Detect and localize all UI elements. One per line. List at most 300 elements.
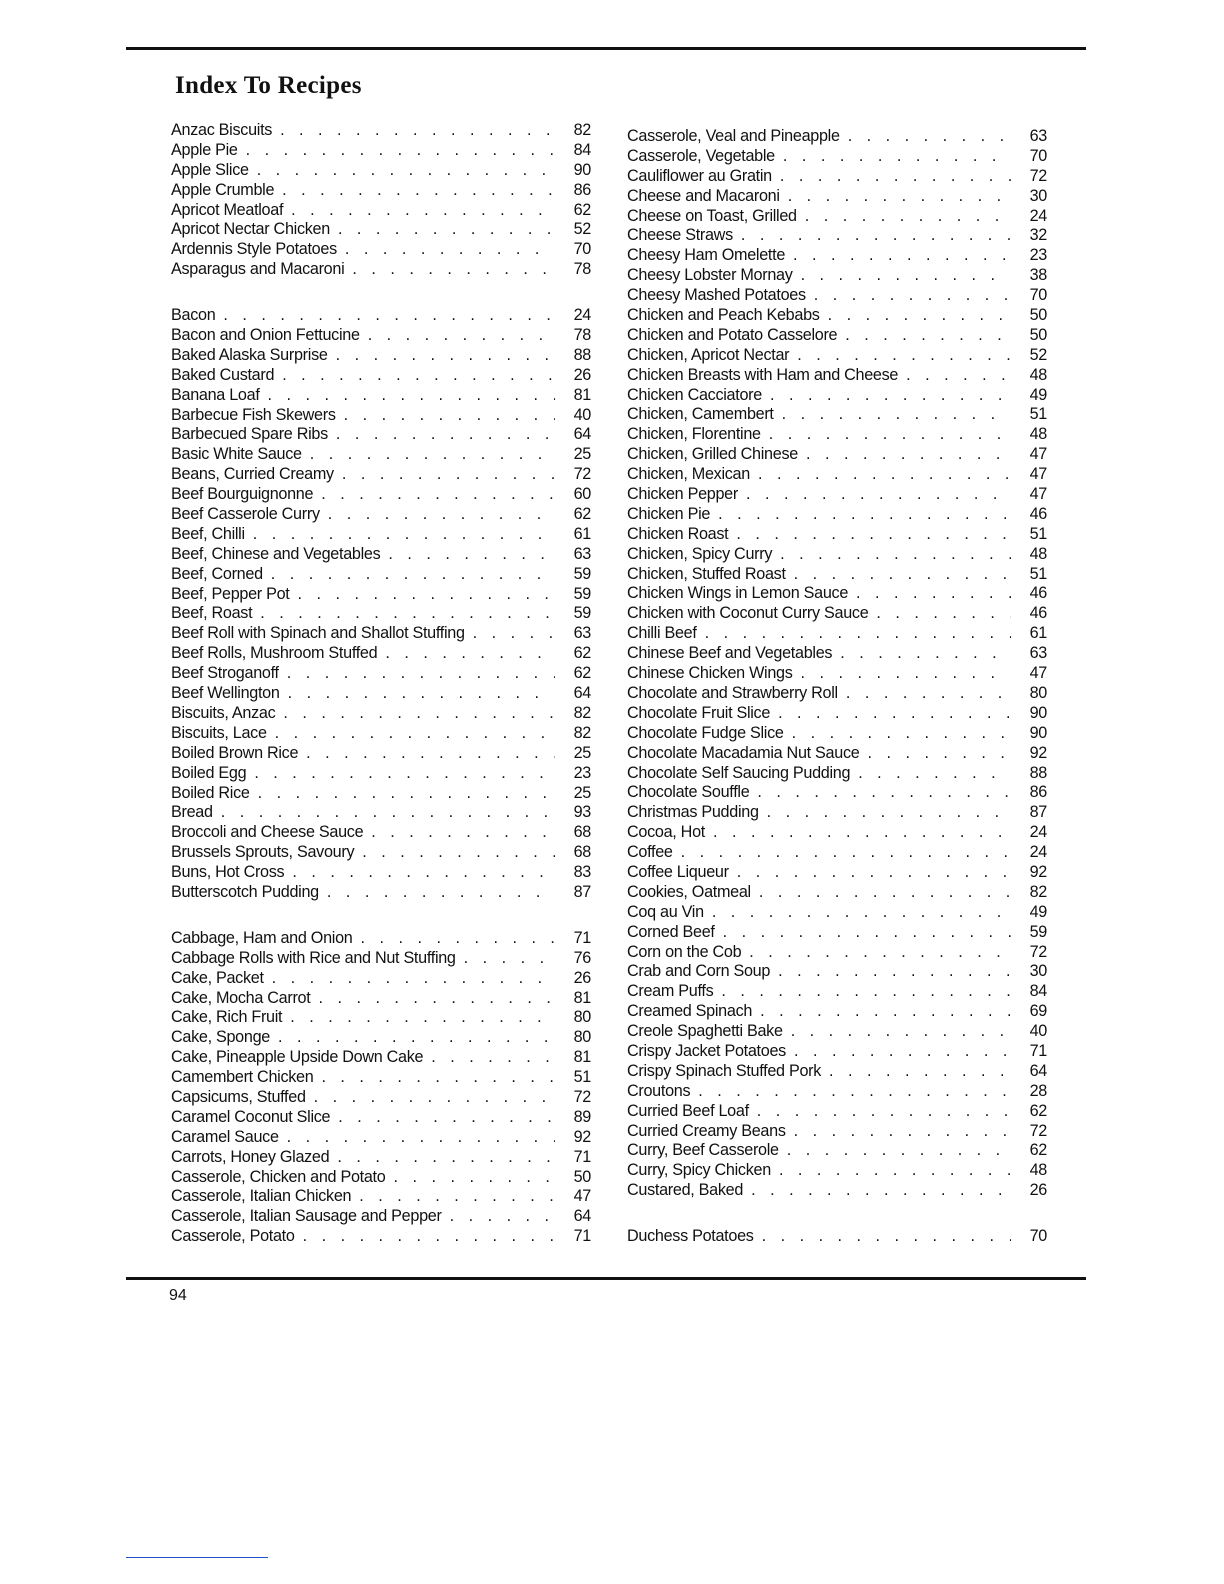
recipe-page: 87	[1029, 803, 1047, 822]
index-entry	[171, 929, 591, 949]
recipe-name: Crispy Spinach Stuffed Pork	[627, 1061, 822, 1080]
recipe-page: 26	[573, 968, 591, 987]
recipe-name: Chicken, Grilled Chinese	[627, 445, 798, 464]
index-entry	[171, 684, 591, 704]
recipe-page: 38	[1029, 266, 1047, 285]
recipe-page: 90	[1029, 723, 1047, 742]
dot-leader	[321, 485, 555, 505]
index-entry	[627, 286, 1047, 306]
recipe-name: Chicken and Peach Kebabs	[627, 306, 820, 325]
recipe-name: Capsicums, Stuffed	[171, 1087, 306, 1106]
recipe-name: Christmas Pudding	[627, 803, 759, 822]
recipe-page: 80	[573, 1028, 591, 1047]
index-entry	[171, 1187, 591, 1207]
recipe-page: 48	[1029, 425, 1047, 444]
recipe-page: 64	[573, 425, 591, 444]
recipe-name: Chicken Roast	[627, 524, 729, 543]
dot-leader	[290, 1008, 555, 1028]
recipe-page: 62	[573, 644, 591, 663]
recipe-page: 50	[1029, 325, 1047, 344]
dot-leader	[828, 306, 1011, 326]
recipe-page: 89	[573, 1107, 591, 1126]
recipe-name: Basic White Sauce	[171, 445, 302, 464]
recipe-page: 40	[1029, 1022, 1047, 1041]
recipe-name: Apricot Nectar Chicken	[171, 220, 330, 239]
recipe-name: Beef, Roast	[171, 604, 253, 623]
recipe-name: Ardennis Style Potatoes	[171, 240, 337, 259]
dot-leader	[221, 803, 555, 823]
recipe-name: Creole Spaghetti Bake	[627, 1022, 783, 1041]
recipe-page: 71	[573, 1147, 591, 1166]
index-entry	[171, 764, 591, 784]
recipe-page: 70	[1029, 286, 1047, 305]
recipe-page: 64	[1029, 1061, 1047, 1080]
recipe-name: Beef, Chinese and Vegetables	[171, 544, 381, 563]
recipe-page: 90	[1029, 703, 1047, 722]
dot-leader	[794, 565, 1011, 585]
index-entry	[627, 744, 1047, 764]
index-entry	[171, 624, 591, 644]
index-entry	[627, 1227, 1047, 1247]
recipe-name: Corn on the Cob	[627, 942, 742, 961]
recipe-name: Apple Pie	[171, 140, 238, 159]
recipe-name: Crab and Corn Soup	[627, 962, 771, 981]
recipe-name: Coffee	[627, 843, 673, 862]
index-entry	[627, 1022, 1047, 1042]
index-entry	[627, 863, 1047, 883]
recipe-name: Biscuits, Anzac	[171, 703, 276, 722]
index-entry	[171, 201, 591, 221]
recipe-page: 47	[1029, 485, 1047, 504]
index-entry	[171, 883, 591, 903]
dot-leader	[801, 266, 1011, 286]
recipe-page: 92	[1029, 862, 1047, 881]
index-entry	[171, 406, 591, 426]
dot-leader	[336, 346, 555, 366]
index-entry	[171, 1168, 591, 1188]
dot-leader	[801, 664, 1011, 684]
dot-leader	[345, 240, 555, 260]
page-title: Index To Recipes	[175, 72, 362, 99]
index-entry	[627, 246, 1047, 266]
index-entry	[627, 207, 1047, 227]
dot-leader	[721, 982, 1011, 1002]
recipe-page: 62	[573, 505, 591, 524]
recipe-name: Casserole, Veal and Pineapple	[627, 127, 840, 145]
dot-leader	[314, 1088, 555, 1108]
recipe-page: 92	[1029, 743, 1047, 762]
recipe-name: Caramel Sauce	[171, 1127, 279, 1146]
index-entry	[627, 843, 1047, 863]
dot-leader	[792, 724, 1011, 744]
index-entry	[171, 1048, 591, 1068]
recipe-name: Asparagus and Macaroni	[171, 260, 345, 279]
recipe-name: Corned Beef	[627, 922, 715, 941]
recipe-page: 25	[573, 783, 591, 802]
recipe-page: 52	[1029, 345, 1047, 364]
recipe-page: 78	[573, 260, 591, 279]
index-entry	[627, 306, 1047, 326]
recipe-name: Barbecued Spare Ribs	[171, 425, 328, 444]
dot-leader	[344, 406, 555, 426]
recipe-name: Custared, Baked	[627, 1181, 744, 1200]
recipe-name: Casserole, Italian Sausage and Pepper	[171, 1207, 442, 1226]
recipe-name: Banana Loaf	[171, 385, 260, 404]
dot-leader	[337, 1148, 555, 1168]
index-entry	[627, 425, 1047, 445]
recipe-name: Chicken Pie	[627, 504, 711, 523]
recipe-page: 30	[1029, 186, 1047, 205]
recipe-name: Croutons	[627, 1081, 691, 1100]
dot-leader	[746, 485, 1011, 505]
dot-leader	[278, 1028, 555, 1048]
recipe-name: Chinese Chicken Wings	[627, 664, 793, 683]
index-entry	[627, 764, 1047, 784]
recipe-name: Apple Slice	[171, 160, 249, 179]
recipe-page: 46	[1029, 584, 1047, 603]
dot-leader	[906, 366, 1011, 386]
recipe-page: 64	[573, 1207, 591, 1226]
dot-leader	[328, 505, 555, 525]
recipe-name: Biscuits, Lace	[171, 723, 267, 742]
index-group	[171, 121, 591, 280]
dot-leader	[814, 286, 1011, 306]
index-entry	[171, 744, 591, 764]
recipe-page: 82	[1029, 882, 1047, 901]
recipe-name: Cake, Rich Fruit	[171, 1008, 283, 1027]
dot-leader	[246, 141, 555, 161]
recipe-page: 47	[573, 1187, 591, 1206]
recipe-name: Cabbage Rolls with Rice and Nut Stuffing	[171, 948, 456, 967]
dot-leader	[310, 445, 555, 465]
recipe-name: Chinese Beef and Vegetables	[627, 644, 833, 663]
top-rule	[126, 47, 1086, 50]
recipe-page: 51	[1029, 564, 1047, 583]
dot-leader	[783, 147, 1011, 167]
index-entry	[627, 1122, 1047, 1142]
index-entry	[627, 147, 1047, 167]
index-entry	[627, 684, 1047, 704]
index-entry	[171, 306, 591, 326]
index-entry	[171, 664, 591, 684]
recipe-name: Curry, Spicy Chicken	[627, 1161, 771, 1180]
recipe-page: 26	[573, 365, 591, 384]
index-entry	[627, 624, 1047, 644]
recipe-name: Apple Crumble	[171, 180, 275, 199]
dot-leader	[681, 843, 1011, 863]
recipe-page: 47	[1029, 465, 1047, 484]
recipe-name: Broccoli and Cheese Sauce	[171, 823, 364, 842]
recipe-page: 62	[573, 200, 591, 219]
recipe-name: Boiled Egg	[171, 763, 247, 782]
dot-leader	[749, 943, 1011, 963]
index-entry	[171, 485, 591, 505]
recipe-page: 78	[573, 326, 591, 345]
index-entry	[627, 505, 1047, 525]
recipe-page: 59	[573, 584, 591, 603]
dot-leader	[292, 863, 555, 883]
index-entry	[171, 1128, 591, 1148]
dot-leader	[712, 903, 1011, 923]
recipe-page: 82	[573, 703, 591, 722]
recipe-name: Casserole, Italian Chicken	[171, 1187, 352, 1206]
recipe-name: Duchess Potatoes	[627, 1227, 754, 1246]
recipe-name: Bacon	[171, 306, 216, 325]
recipe-name: Cocoa, Hot	[627, 823, 705, 842]
index-entry	[627, 187, 1047, 207]
dot-leader	[431, 1048, 555, 1068]
recipe-name: Brussels Sprouts, Savoury	[171, 843, 355, 862]
recipe-page: 82	[573, 121, 591, 139]
index-entry	[171, 1148, 591, 1168]
dot-leader	[751, 1181, 1011, 1201]
index-entry	[171, 969, 591, 989]
recipe-page: 68	[573, 843, 591, 862]
index-entry	[627, 883, 1047, 903]
dot-leader	[705, 624, 1011, 644]
index-entry	[627, 1062, 1047, 1082]
index-entry	[627, 1141, 1047, 1161]
index-entry	[171, 1088, 591, 1108]
recipe-name: Caramel Coconut Slice	[171, 1107, 331, 1126]
index-entry	[627, 1102, 1047, 1122]
index-entry	[171, 989, 591, 1009]
recipe-page: 48	[1029, 1161, 1047, 1180]
index-entry	[627, 1082, 1047, 1102]
dot-leader	[806, 445, 1011, 465]
dot-leader	[287, 1128, 555, 1148]
index-entry	[171, 366, 591, 386]
dot-leader	[352, 260, 555, 280]
recipe-page: 80	[573, 1008, 591, 1027]
recipe-page: 62	[1029, 1101, 1047, 1120]
index-entry	[627, 803, 1047, 823]
dot-leader	[282, 181, 555, 201]
index-entry	[627, 903, 1047, 923]
index-entry	[171, 1207, 591, 1227]
recipe-page: 64	[573, 684, 591, 703]
index-entry	[171, 863, 591, 883]
index-entry	[627, 604, 1047, 624]
dot-leader	[464, 949, 555, 969]
recipe-name: Coffee Liqueur	[627, 862, 729, 881]
recipe-name: Beans, Curried Creamy	[171, 465, 334, 484]
recipe-page: 92	[573, 1127, 591, 1146]
recipe-page: 23	[573, 763, 591, 782]
recipe-name: Chocolate Souffle	[627, 783, 750, 802]
footer-link-underline	[126, 1557, 268, 1558]
recipe-name: Beef Rolls, Mushroom Stuffed	[171, 644, 378, 663]
dot-leader	[450, 1207, 555, 1227]
recipe-page: 48	[1029, 365, 1047, 384]
dot-leader	[778, 962, 1011, 982]
recipe-page: 71	[1029, 1041, 1047, 1060]
recipe-page: 71	[573, 928, 591, 947]
index-entry	[627, 1181, 1047, 1201]
index-entry	[171, 1068, 591, 1088]
dot-leader	[793, 246, 1011, 266]
recipe-name: Chocolate and Strawberry Roll	[627, 683, 838, 702]
dot-leader	[288, 684, 555, 704]
recipe-name: Chilli Beef	[627, 624, 697, 643]
dot-leader	[327, 883, 555, 903]
dot-leader	[794, 1122, 1011, 1142]
recipe-page: 51	[1029, 524, 1047, 543]
recipe-name: Beef, Chilli	[171, 524, 245, 543]
recipe-page: 84	[1029, 982, 1047, 1001]
recipe-name: Boiled Rice	[171, 783, 250, 802]
index-entry	[171, 724, 591, 744]
index-entry	[627, 465, 1047, 485]
recipe-page: 68	[573, 823, 591, 842]
recipe-page: 51	[573, 1068, 591, 1087]
recipe-name: Chicken Pepper	[627, 485, 738, 504]
dot-leader	[321, 1068, 555, 1088]
dot-leader	[371, 823, 555, 843]
recipe-page: 25	[573, 445, 591, 464]
index-entry	[171, 565, 591, 585]
dot-leader	[280, 121, 555, 141]
recipe-page: 46	[1029, 504, 1047, 523]
index-entry	[171, 505, 591, 525]
dot-leader	[253, 525, 555, 545]
dot-leader	[360, 929, 555, 949]
recipe-name: Camembert Chicken	[171, 1068, 314, 1087]
index-entry	[627, 226, 1047, 246]
recipe-name: Bacon and Onion Fettucine	[171, 326, 360, 345]
dot-leader	[282, 366, 555, 386]
dot-leader	[338, 1108, 555, 1128]
recipe-name: Chicken, Florentine	[627, 425, 761, 444]
index-entry	[627, 326, 1047, 346]
recipe-name: Cream Puffs	[627, 982, 714, 1001]
dot-leader	[758, 465, 1011, 485]
index-group	[171, 929, 591, 1247]
index-entry	[171, 240, 591, 260]
recipe-page: 72	[1029, 1121, 1047, 1140]
recipe-page: 72	[1029, 942, 1047, 961]
recipe-page: 49	[1029, 385, 1047, 404]
recipe-page: 30	[1029, 962, 1047, 981]
dot-leader	[318, 989, 555, 1009]
recipe-name: Bread	[171, 803, 213, 822]
recipe-name: Cheesy Mashed Potatoes	[627, 286, 806, 305]
recipe-page: 88	[1029, 763, 1047, 782]
dot-leader	[338, 220, 555, 240]
recipe-name: Cake, Pineapple Upside Down Cake	[171, 1048, 424, 1067]
recipe-name: Beef, Pepper Pot	[171, 584, 290, 603]
dot-leader	[856, 584, 1011, 604]
dot-leader	[723, 923, 1011, 943]
recipe-page: 59	[1029, 922, 1047, 941]
index-group	[171, 306, 591, 903]
recipe-page: 24	[1029, 843, 1047, 862]
recipe-page: 24	[1029, 823, 1047, 842]
index-entry	[171, 141, 591, 161]
dot-leader	[788, 187, 1011, 207]
recipe-page: 69	[1029, 1002, 1047, 1021]
dot-leader	[762, 1227, 1011, 1247]
index-entry	[627, 386, 1047, 406]
dot-leader	[787, 1141, 1011, 1161]
recipe-page: 81	[573, 385, 591, 404]
recipe-name: Cabbage, Ham and Onion	[171, 928, 353, 947]
index-entry	[627, 167, 1047, 187]
dot-leader	[840, 644, 1011, 664]
index-entry	[627, 405, 1047, 425]
recipe-page: 71	[573, 1227, 591, 1246]
index-entry	[171, 161, 591, 181]
dot-leader	[385, 644, 555, 664]
recipe-page: 59	[573, 564, 591, 583]
recipe-page: 28	[1029, 1081, 1047, 1100]
dot-leader	[393, 1168, 555, 1188]
recipe-page: 82	[573, 723, 591, 742]
recipe-name: Cauliflower au Gratin	[627, 166, 772, 185]
recipe-page: 50	[573, 1167, 591, 1186]
dot-leader	[260, 604, 555, 624]
recipe-page: 72	[573, 465, 591, 484]
recipe-page: 70	[573, 240, 591, 259]
recipe-name: Chicken, Spicy Curry	[627, 544, 773, 563]
recipe-name: Beef Wellington	[171, 684, 280, 703]
recipe-page: 87	[573, 882, 591, 901]
index-entry	[171, 465, 591, 485]
dot-leader	[713, 823, 1011, 843]
recipe-page: 60	[573, 485, 591, 504]
index-entry	[627, 584, 1047, 604]
dot-leader	[779, 1161, 1011, 1181]
recipe-name: Beef Casserole Curry	[171, 505, 320, 524]
recipe-name: Curried Beef Loaf	[627, 1101, 749, 1120]
recipe-name: Boiled Brown Rice	[171, 743, 299, 762]
recipe-page: 62	[1029, 1141, 1047, 1160]
recipe-page: 63	[1029, 644, 1047, 663]
index-entry	[171, 1227, 591, 1247]
recipe-page: 59	[573, 604, 591, 623]
recipe-page: 51	[1029, 405, 1047, 424]
recipe-page: 84	[573, 140, 591, 159]
recipe-name: Chicken Wings in Lemon Sauce	[627, 584, 849, 603]
recipe-page: 49	[1029, 902, 1047, 921]
recipe-name: Cake, Mocha Carrot	[171, 988, 311, 1007]
recipe-name: Chicken, Mexican	[627, 465, 750, 484]
recipe-page: 63	[573, 624, 591, 643]
dot-leader	[336, 425, 555, 445]
dot-leader	[845, 326, 1011, 346]
dot-leader	[846, 684, 1011, 704]
bottom-rule	[126, 1277, 1086, 1280]
dot-leader	[306, 744, 555, 764]
index-entry	[171, 326, 591, 346]
index-entry	[171, 545, 591, 565]
recipe-page: 86	[1029, 783, 1047, 802]
recipe-name: Chicken, Stuffed Roast	[627, 564, 786, 583]
recipe-page: 23	[1029, 246, 1047, 265]
recipe-name: Chicken and Potato Casselore	[627, 325, 838, 344]
recipe-name: Apricot Meatloaf	[171, 200, 284, 219]
recipe-name: Carrots, Honey Glazed	[171, 1147, 330, 1166]
recipe-name: Anzac Biscuits	[171, 121, 273, 139]
recipe-name: Chicken Cacciatore	[627, 385, 762, 404]
recipe-name: Cake, Packet	[171, 968, 264, 987]
index-entry	[627, 485, 1047, 505]
dot-leader	[254, 764, 555, 784]
index-entry	[171, 525, 591, 545]
recipe-name: Buns, Hot Cross	[171, 863, 285, 882]
recipe-name: Casserole, Vegetable	[627, 146, 775, 165]
recipe-page: 70	[1029, 1227, 1047, 1246]
